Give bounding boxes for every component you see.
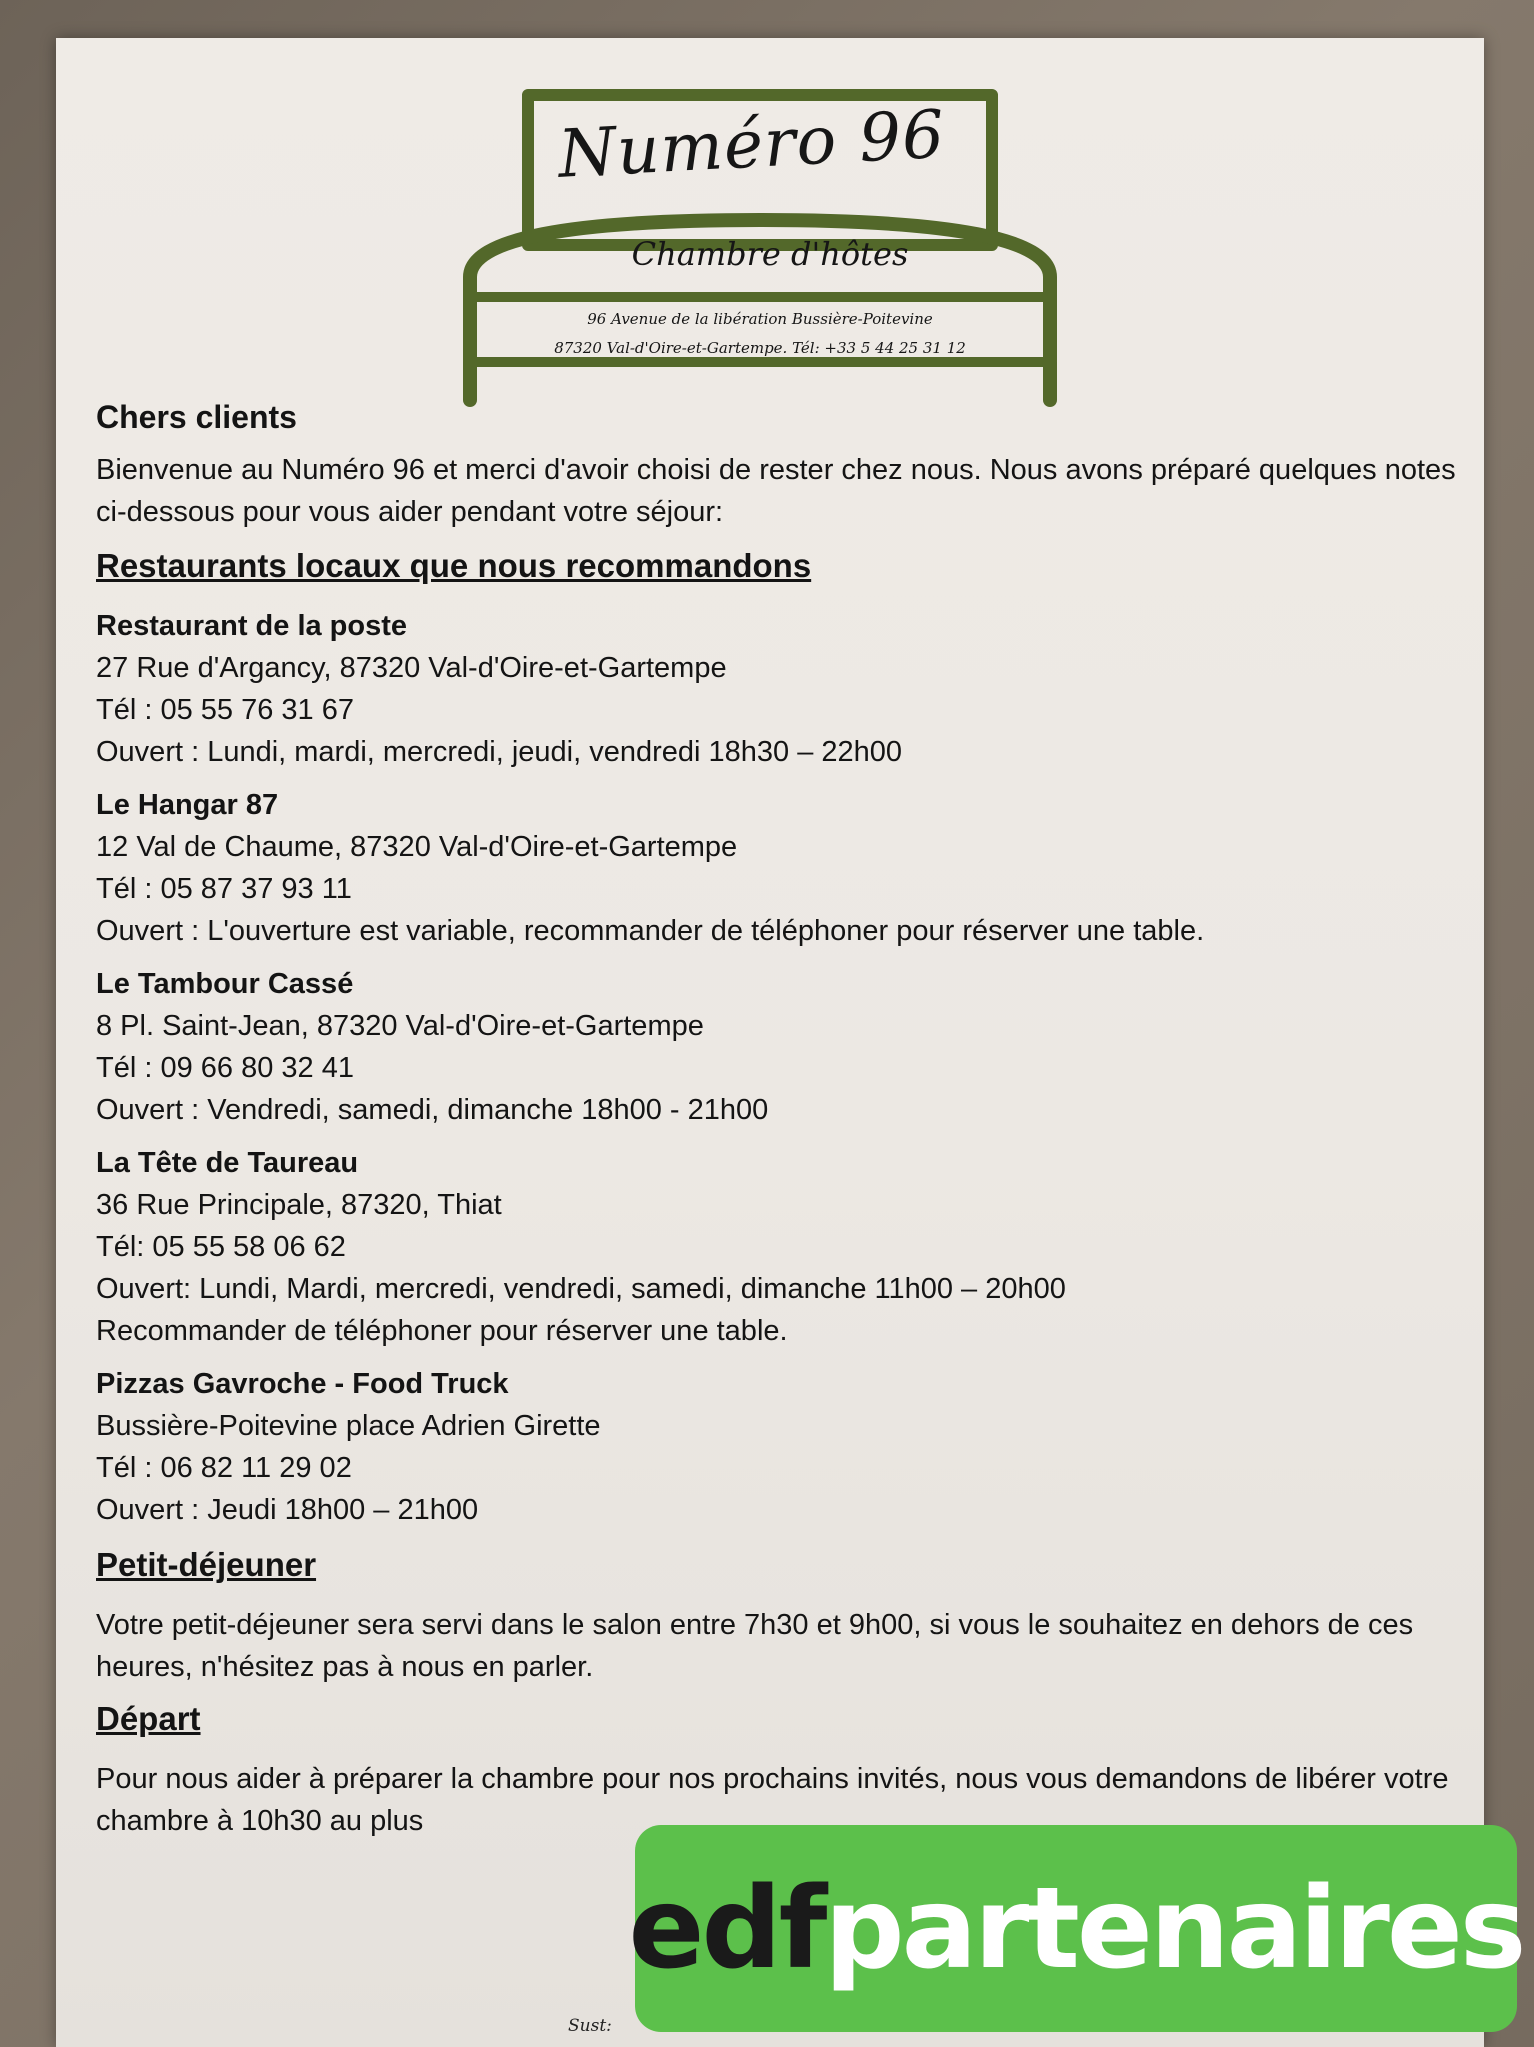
restaurant-entry [96,605,1466,773]
restaurant-entry [96,1142,1466,1352]
departure-text: Pour nous aider à préparer la chambre pour nos prochains invités, nous vous demandons de libérer votre chambre à 10h30 au plus [96,1763,1449,1837]
restaurant-address: Bussière-Poitevine place Adrien Girette [96,1410,601,1442]
intro-paragraph: Bienvenue au Numéro 96 et merci d'avoir choisi de rester chez nous. Nous avons préparé quelques notes ci-dessous pour vous aider pendant votre séjour: [96,454,1456,528]
partner-watermark-logo [628,1825,1524,2032]
logo-address-line1: 96 Avenue de la libération Bussière-Poitevine [587,310,933,328]
notice-sheet [56,38,1484,2047]
logo-title: Numéro 96 [556,95,947,193]
restaurant-phone: Tél : 05 87 37 93 11 [96,873,352,905]
restaurant-address: 36 Rue Principale, 87320, Thiat [96,1189,502,1221]
restaurants-heading: Restaurants locaux que nous recommandons [96,547,812,584]
greeting: Chers clients [96,399,297,435]
restaurant-name: La Tête de Taureau [96,1147,359,1179]
restaurant-phone: Tél : 06 82 11 29 02 [96,1452,352,1484]
restaurant-phone: Tél : 05 55 76 31 67 [96,694,354,726]
restaurant-hours: Ouvert : L'ouverture est variable, recommander de téléphoner pour réserver une table. [96,915,1205,947]
breakfast-text: Votre petit-déjeuner sera servi dans le salon entre 7h30 et 9h00, si vous le souhaitez en dehors de ces heures, n'hésitez pas à nous en parler. [96,1609,1414,1683]
restaurant-address: 27 Rue d'Argancy, 87320 Val-d'Oire-et-Gartempe [96,652,727,684]
notice-content [96,395,1466,1850]
restaurant-hours: Ouvert : Lundi, mardi, mercredi, jeudi, vendredi 18h30 – 22h00 [96,736,903,768]
departure-heading: Départ [96,1700,201,1737]
restaurant-entry [96,1363,1466,1531]
restaurant-name: Pizzas Gavroche - Food Truck [96,1368,509,1400]
restaurant-address: 8 Pl. Saint-Jean, 87320 Val-d'Oire-et-Gartempe [96,1010,704,1042]
logo-subtitle: Chambre d'hôtes [631,235,909,273]
restaurant-entry [96,963,1466,1131]
restaurant-name: Le Tambour Cassé [96,968,354,1000]
restaurant-note: Recommander de téléphoner pour réserver une table. [96,1315,788,1347]
restaurant-name: Restaurant de la poste [96,610,408,642]
restaurant-entry [96,784,1466,952]
restaurant-hours: Ouvert : Jeudi 18h00 – 21h00 [96,1494,479,1526]
restaurant-phone: Tél: 05 55 58 06 62 [96,1231,346,1263]
restaurant-name: Le Hangar 87 [96,789,279,821]
logo-address-line2: 87320 Val-d'Oire-et-Gartempe. Tél: +33 5 44 25 31 12 [554,339,966,357]
restaurant-hours: Ouvert: Lundi, Mardi, mercredi, vendredi, samedi, dimanche 11h00 – 20h00 [96,1273,1066,1305]
footer-fragment: Sust: [568,2016,612,2036]
watermark-part1: edf [628,1863,825,1994]
restaurant-hours: Ouvert : Vendredi, samedi, dimanche 18h00 - 21h00 [96,1094,769,1126]
restaurant-address: 12 Val de Chaume, 87320 Val-d'Oire-et-Gartempe [96,831,738,863]
guesthouse-logo [450,62,1070,407]
breakfast-heading: Petit-déjeuner [96,1546,317,1583]
restaurant-phone: Tél : 09 66 80 32 41 [96,1052,354,1084]
watermark-part2: partenaires [824,1863,1524,1994]
